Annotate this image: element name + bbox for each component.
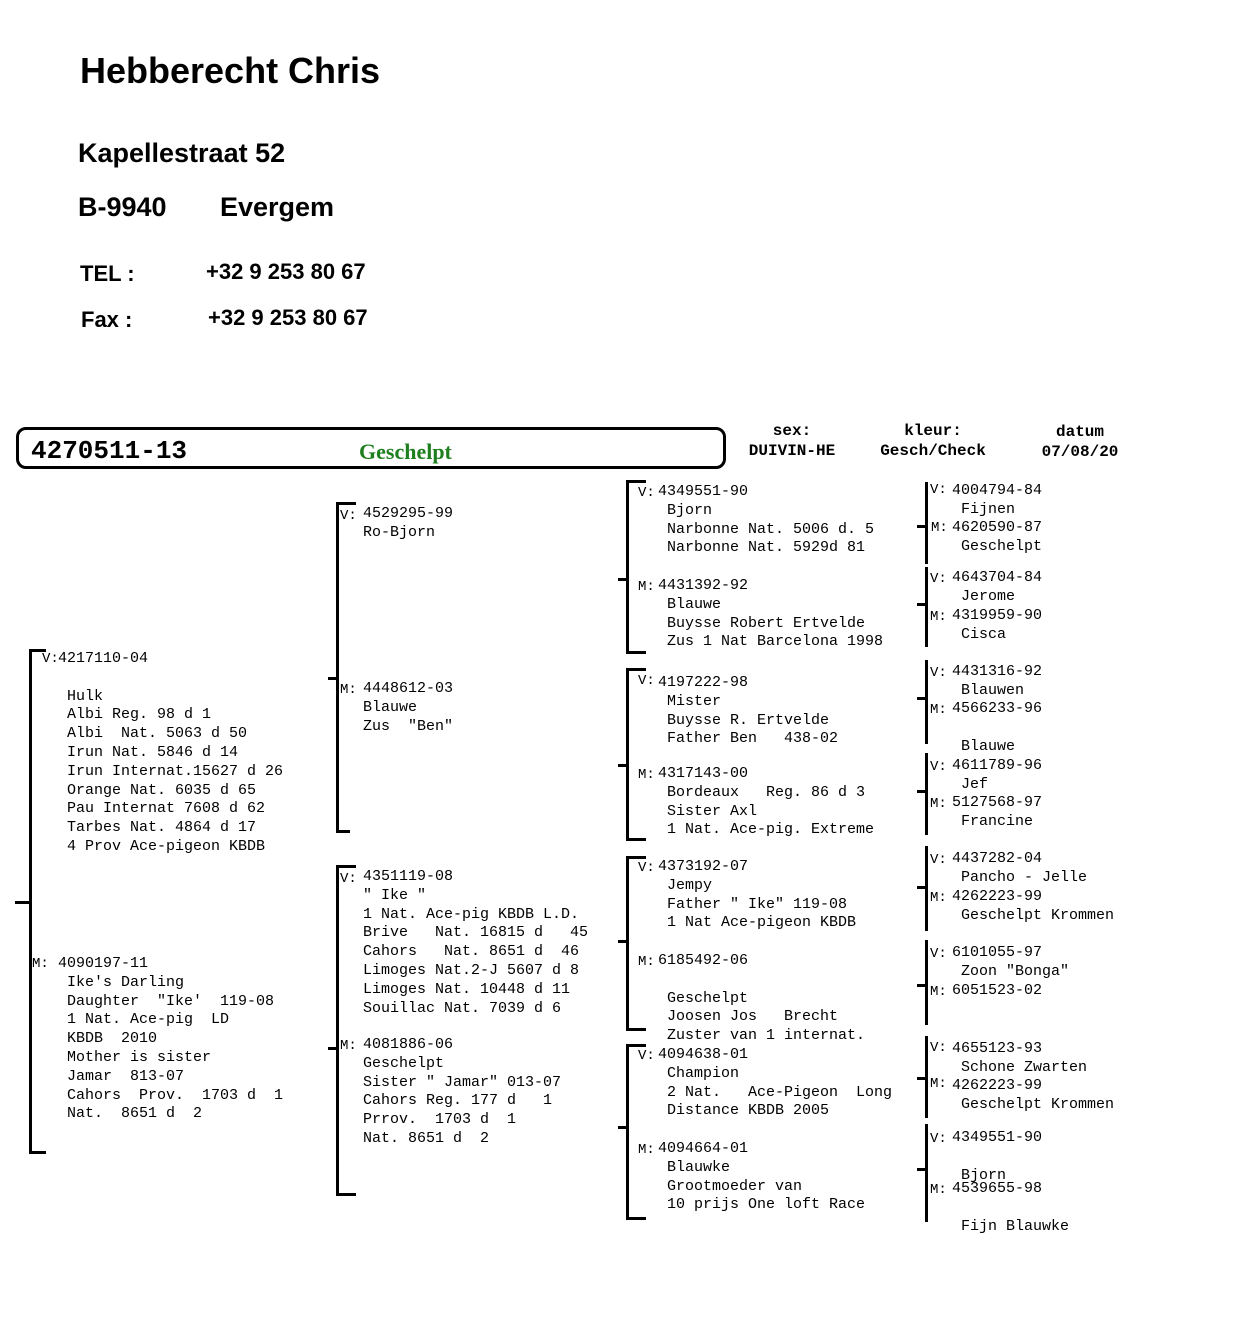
gen4-prefix-9: M: xyxy=(930,890,947,906)
sex-label: sex: xyxy=(772,422,812,440)
gen1-father-prefix: V: xyxy=(42,651,59,667)
gen3-entry-5: 6185492-06 Geschelpt Joosen Jos Brecht Zuster van 1 internat. xyxy=(658,952,866,1045)
kleur-value: Gesch/Check xyxy=(880,442,986,460)
gen2-prefix-3: M: xyxy=(340,1038,357,1054)
gen3-prefix-2: V: xyxy=(638,673,655,689)
owner-city: Evergem xyxy=(220,192,335,222)
datum-value: 07/08/20 xyxy=(1041,443,1119,461)
gen2-prefix-0: V: xyxy=(340,508,357,524)
gen4-prefix-12: V: xyxy=(930,1040,947,1056)
gen4-entry-3: 4319959-90 Cisca xyxy=(952,607,1043,643)
gen4-entry-14: 4349551-90 Bjorn xyxy=(952,1129,1043,1184)
gen3-entry-3: 4317143-00 Bordeaux Reg. 86 d 3 Sister Axl 1 Nat. Ace-pig. Extreme xyxy=(658,765,875,839)
fax-label: Fax : xyxy=(81,307,133,332)
datum-label: datum xyxy=(1055,423,1104,441)
gen4-prefix-2: V: xyxy=(930,571,947,587)
gen2-prefix-2: V: xyxy=(340,871,357,887)
gen4-prefix-15: M: xyxy=(930,1182,947,1198)
gen4-prefix-4: V: xyxy=(930,665,947,681)
owner-postcode: B-9940 xyxy=(78,192,167,222)
sex-value: DUIVIN-HE xyxy=(748,442,836,460)
gen4-prefix-10: V: xyxy=(930,946,947,962)
gen4-entry-6: 4611789-96 Jef xyxy=(952,757,1043,793)
gen4-entry-1: 4620590-87 Geschelpt xyxy=(952,519,1043,555)
gen4-entry-4: 4431316-92 Blauwen xyxy=(952,663,1043,699)
gen4-prefix-7: M: xyxy=(930,796,947,812)
gen2-entry-3: 4081886-06 Geschelpt Sister " Jamar" 013-07 Cahors Reg. 177 d 1 Prrov. 1703 d 1 Nat. 8651 d 2 xyxy=(363,1036,562,1147)
gen3-prefix-1: M: xyxy=(638,579,655,595)
datum-field xyxy=(1028,422,1132,462)
gen4-prefix-6: V: xyxy=(930,759,947,775)
gen4-prefix-14: V: xyxy=(930,1131,947,1147)
gen3-prefix-6: V: xyxy=(638,1048,655,1064)
gen3-entry-4: 4373192-07 Jempy Father " Ike" 119-08 1 Nat Ace-pigeon KBDB xyxy=(658,858,857,932)
gen3-prefix-4: V: xyxy=(638,860,655,876)
sex-field xyxy=(740,421,844,461)
gen4-prefix-13: M: xyxy=(930,1076,947,1092)
gen3-prefix-3: M: xyxy=(638,767,655,783)
gen4-prefix-1: M: xyxy=(931,520,948,536)
tel-number: +32 9 253 80 67 xyxy=(206,259,366,284)
gen3-prefix-0: V: xyxy=(638,485,655,501)
gen1-mother: 4090197-11 Ike's Darling Daughter "Ike' 119-08 1 Nat. Ace-pig LD KBDB 2010 Mother is sister Jamar 813-07 Cahors Prov. 1703 d 1 Nat. 8651 d 2 xyxy=(58,955,284,1123)
kleur-label: kleur: xyxy=(904,422,962,440)
gen4-prefix-0: V: xyxy=(930,482,947,498)
gen3-entry-0: 4349551-90 Bjorn Narbonne Nat. 5006 d. 5 Narbonne Nat. 5929d 81 xyxy=(658,483,875,557)
gen3-entry-2: 4197222-98 Mister Buysse R. Ertvelde Father Ben 438-02 xyxy=(658,674,839,748)
pigeon-id-box xyxy=(16,427,726,469)
gen3-prefix-7: M: xyxy=(638,1142,655,1158)
gen4-prefix-5: M: xyxy=(930,702,947,718)
gen3-prefix-5: M: xyxy=(638,954,655,970)
pigeon-ring-number: 4270511-13 xyxy=(31,436,188,466)
gen4-entry-8: 4437282-04 Pancho - Jelle xyxy=(952,850,1088,886)
gen4-prefix-3: M: xyxy=(930,609,947,625)
gen4-entry-11: 6051523-02 xyxy=(952,982,1043,999)
gen1-father: 4217110-04 Hulk Albi Reg. 98 d 1 Albi Nat. 5063 d 50 Irun Nat. 5846 d 14 Irun Internat.15627 d 26 Orange Nat. 6035 d 65 Pau Internat 7608 d 62 Tarbes Nat. 4864 d 17 4 Prov Ace-pigeon KBDB xyxy=(58,650,284,855)
gen3-entry-1: 4431392-92 Blauwe Buysse Robert Ertvelde Zus 1 Nat Barcelona 1998 xyxy=(658,577,884,651)
gen4-entry-12: 4655123-93 Schone Zwarten xyxy=(952,1040,1088,1076)
gen4-entry-5: 4566233-96 Blauwe xyxy=(952,700,1043,755)
gen2-entry-1: 4448612-03 Blauwe Zus "Ben" xyxy=(363,680,454,735)
gen4-entry-15: 4539655-98 Fijn Blauwke xyxy=(952,1180,1070,1235)
gen4-prefix-8: V: xyxy=(930,852,947,868)
gen4-prefix-11: M: xyxy=(930,984,947,1000)
owner-street: Kapellestraat 52 xyxy=(78,138,286,168)
gen3-entry-6: 4094638-01 Champion 2 Nat. Ace-Pigeon Long Distance KBDB 2005 xyxy=(658,1046,893,1120)
owner-name: Hebberecht Chris xyxy=(80,50,381,91)
gen2-entry-0: 4529295-99 Ro-Bjorn xyxy=(363,505,454,541)
kleur-field xyxy=(866,421,1000,461)
tel-label: TEL : xyxy=(80,261,135,286)
gen4-entry-13: 4262223-99 Geschelpt Krommen xyxy=(952,1077,1115,1113)
gen4-entry-9: 4262223-99 Geschelpt Krommen xyxy=(952,888,1115,924)
gen4-entry-10: 6101055-97 Zoon "Bonga" xyxy=(952,944,1070,980)
gen1-mother-prefix: M: xyxy=(32,956,49,972)
gen4-entry-7: 5127568-97 Francine xyxy=(952,794,1043,830)
fax-number: +32 9 253 80 67 xyxy=(208,305,368,330)
gen2-prefix-1: M: xyxy=(340,682,357,698)
pigeon-color: Geschelpt xyxy=(359,439,452,464)
gen3-entry-7: 4094664-01 Blauwke Grootmoeder van 10 prijs One loft Race xyxy=(658,1140,866,1214)
gen4-entry-0: 4004794-84 Fijnen xyxy=(952,482,1043,518)
gen4-entry-2: 4643704-84 Jerome xyxy=(952,569,1043,605)
gen2-entry-2: 4351119-08 " Ike " 1 Nat. Ace-pig KBDB L.D. Brive Nat. 16815 d 45 Cahors Nat. 8651 d 46 Limoges Nat.2-J 5607 d 8 Limoges Nat. 10448 d 11 Souillac Nat. 7039 d 6 xyxy=(363,868,589,1017)
